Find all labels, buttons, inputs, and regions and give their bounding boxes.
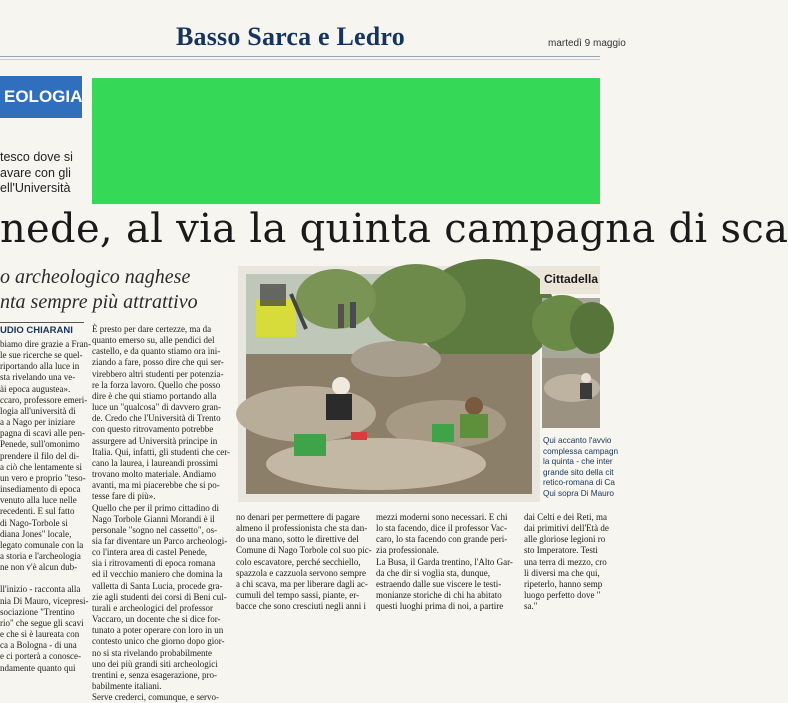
article-column-2 <box>92 324 231 703</box>
article-column-3 <box>236 512 372 612</box>
text-line: Quello che per il primo cittadino di <box>92 502 219 513</box>
text-line: sociazione "Trentino <box>0 606 75 617</box>
caption-line: Qui accanto l'avvio <box>543 436 612 445</box>
text-line: dai primitivi dell'Età de <box>524 523 609 534</box>
text-line: venuto alla luce nelle <box>0 495 77 506</box>
text-line: re la forza lavoro. Quello che posso <box>92 379 221 390</box>
text-line: monianze storiche di chi ha abitato <box>376 590 502 601</box>
green-ad-block <box>92 78 600 204</box>
text-line: Penede, sull'omonimo <box>0 439 80 450</box>
text-line: questi luoghi prima di noi, a partire <box>376 601 504 612</box>
text-line: La Busa, il Garda trentino, l'Alto Gar- <box>376 556 513 567</box>
text-line: sto Imperatore. Testi <box>524 545 598 556</box>
teaser-line: avare con gli <box>0 165 71 180</box>
text-line: pagna di scavi alle pen- <box>0 428 85 439</box>
text-line: no si sta rivelando probabilmente <box>92 647 212 658</box>
text-line: spazzola e cazzuola servono sempre <box>236 567 366 578</box>
text-line: lo sta facendo, dice il professor Vac- <box>376 523 508 534</box>
text-line: li diversi ma che qui, <box>524 567 600 578</box>
text-line: mezzi moderni sono necessari. E chi <box>376 512 508 522</box>
caption-line: grande sito della cit <box>543 467 614 477</box>
text-line: estraendo dalle sue viscere le testi- <box>376 578 502 589</box>
teaser-text <box>0 150 88 197</box>
text-line: Italia. Qui, infatti, gli studenti che cer- <box>92 446 231 457</box>
text-line: zie agli studenti dei corsi di Beni cul- <box>92 591 227 602</box>
text-line: tunato a poter operare con loro in un <box>92 625 224 636</box>
section-tag-label: EOLOGIA <box>4 87 83 106</box>
text-line: ndamente quanto qui <box>0 662 76 673</box>
text-line: sia i ritrovamenti di epoca romana <box>92 558 216 569</box>
text-line: babilmente italiani. <box>92 681 162 691</box>
text-line: a chi scava, ma per liberare dagli ac- <box>236 578 368 589</box>
article-column-5 <box>524 512 609 612</box>
text-line: una terra di mezzo, cro <box>524 556 607 567</box>
teaser-line: ell'Università <box>0 181 71 195</box>
text-line: ccaro, professore emeri- <box>0 394 88 405</box>
text-line: alle gloriose legioni ro <box>524 534 606 545</box>
text-line: ài epoca augustea». <box>0 383 71 394</box>
section-tag-archeologia <box>0 76 82 118</box>
sidebar-caption <box>543 436 619 500</box>
text-line: de. Credo che l'Università di Trento <box>92 413 221 424</box>
text-line: Nago Torbole Gianni Morandi è il <box>92 513 215 524</box>
text-line: sia far diventare un Parco archeologi- <box>92 535 228 546</box>
text-line: insediamento di epoca <box>0 484 81 495</box>
sidebar-photo <box>542 298 600 428</box>
text-line: e ci porterà a conosce- <box>0 651 81 662</box>
text-line: dai Celti e dei Reti, ma <box>524 512 607 522</box>
byline-rule <box>0 322 84 323</box>
caption-line: la quinta - che inter <box>543 457 613 467</box>
text-line: trovano molto materiale. Andiamo <box>92 469 216 480</box>
text-line: ziando a fare, posso dire che qui ser- <box>92 357 224 368</box>
text-line: ed il vecchio maniero che domina la <box>92 569 223 580</box>
text-line: almeno il professionista che sta dan- <box>236 523 368 534</box>
text-line: quanto emerso su, alle pendici del <box>92 335 215 346</box>
text-line: tesse fare di più». <box>92 491 156 502</box>
text-line: biamo dire grazie a Fran- <box>0 339 91 349</box>
text-line: trentini e, senza esagerazione, pro- <box>92 669 217 680</box>
text-line: luogo perfetto dove " <box>524 590 601 601</box>
excavation-photo <box>246 274 532 494</box>
text-line: le sue ricerche se quel- <box>0 350 83 361</box>
text-line: diana Jones" locale, <box>0 528 72 539</box>
text-line: sa." <box>524 601 538 612</box>
text-line: no denari per permettere di pagare <box>236 512 360 522</box>
text-line: cano la laurea, i laureandi prossimi <box>92 457 218 468</box>
text-line: uno dei più grandi siti archeologici <box>92 658 218 669</box>
text-line: contesto unico che giorno dopo gior- <box>92 636 225 647</box>
text-line: assurgere ad Università principe in <box>92 435 218 446</box>
masthead-rule <box>0 56 600 57</box>
text-line: recedenti. E sul fatto <box>0 506 75 517</box>
text-line: Serve crederci, comunque, e servo- <box>92 692 219 703</box>
caption-line: Qui sopra Di Mauro <box>543 488 614 498</box>
sidebar-photo-illustration <box>542 298 600 428</box>
text-line: a storia e l'archeologia <box>0 550 81 561</box>
byline: UDIO CHIARANI <box>0 325 73 336</box>
text-line: dire è che qui stiamo portando alla <box>92 390 217 401</box>
newspaper-section-title: Basso Sarca e Ledro <box>176 22 405 51</box>
masthead-rule-thin <box>0 59 600 60</box>
text-line: logia all'università di <box>0 405 76 416</box>
subheadline-line-1: o archeologico naghese <box>0 266 191 288</box>
text-line: caro, lo sta facendo con grande peri- <box>376 534 508 545</box>
sidebar-header: Cittadella <box>540 266 600 294</box>
text-line: virebbero altri studenti per potenzia- <box>92 368 224 379</box>
text-line: Comune di Nago Torbole col suo pic- <box>236 545 372 556</box>
caption-line: retico-romana di Ca <box>543 478 615 488</box>
text-line: un vero e proprio "teso- <box>0 472 86 483</box>
text-line: ca a Bologna - di una <box>0 640 77 651</box>
text-line: zia professionale. <box>376 545 439 556</box>
text-line: legato comunale con la <box>0 539 84 550</box>
text-line: avanti, ma mi piacerebbe che si po- <box>92 480 220 491</box>
text-line: prendere il filo del di- <box>0 450 79 461</box>
text-line: luce un "qualcosa" di davvero gran- <box>92 402 222 413</box>
text-line: a a Nago per iniziare <box>0 417 75 428</box>
text-line: do una mano, sotto le direttive del <box>236 534 359 545</box>
masthead <box>0 0 626 60</box>
text-line: valletta di Santa Lucia, procede gra- <box>92 580 223 591</box>
article-column-4 <box>376 512 514 612</box>
text-line: rio" che segue gli scavi <box>0 617 84 628</box>
text-line: cumuli del tempo sassi, piante, er- <box>236 590 360 601</box>
text-line: sta rivelando una ve- <box>0 372 76 383</box>
text-line: personale "sogno nel cassetto", os- <box>92 524 218 535</box>
text-line: castello, e da quanto stiamo ora ini- <box>92 346 221 357</box>
text-line: co l'intera area di castel Penede, <box>92 547 208 558</box>
article-column-1 <box>0 339 91 673</box>
text-line: nia Di Mauro, vicepresi- <box>0 595 89 606</box>
teaser-line: tesco dove si <box>0 150 73 164</box>
text-line <box>0 573 84 584</box>
text-line: bacce che sono cresciuti negli anni i <box>236 601 366 612</box>
text-line: colo escavatore, perché secchiello, <box>236 556 361 567</box>
caption-line: complessa campagn <box>543 446 619 456</box>
main-headline: nede, al via la quinta campagna di sca <box>0 206 788 252</box>
text-line: e che si è laureata con <box>0 629 80 640</box>
text-line: ne non v'è alcun dub- <box>0 562 78 573</box>
issue-date: martedì 9 maggio <box>548 38 626 49</box>
excavation-photo-illustration <box>246 274 532 494</box>
text-line: di Nago-Torbole si <box>0 517 68 528</box>
text-line: da che dir si voglia sta, dunque, <box>376 567 490 578</box>
text-line: ll'inizio - racconta alla <box>0 584 81 595</box>
text-line: turali e archeologici del professor <box>92 602 213 613</box>
text-line: riportando alla luce in <box>0 361 80 372</box>
text-line: Vaccaro, un docente che si dice for- <box>92 614 221 625</box>
subheadline-line-2: nta sempre più attrattivo <box>0 291 198 313</box>
text-line: con questo ritrovamento potrebbe <box>92 424 214 435</box>
text-line: ripeterlo, hanno semp <box>524 578 603 589</box>
text-line: a ciò che lentamente si <box>0 461 82 472</box>
text-line: È presto per dare certezze, ma da <box>92 324 212 334</box>
